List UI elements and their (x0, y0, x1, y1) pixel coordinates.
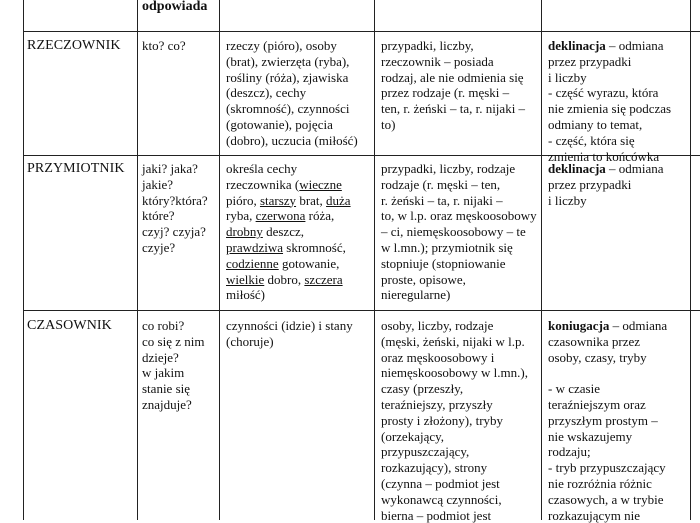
part-of-speech-noun: RZECZOWNIK (27, 38, 121, 53)
adjective-categories: przypadki, liczby, rodzaje rodzaje (r. męski – ten, r. żeński – ta, r. nijaki – to, w l.p. oraz męskoosobowy – ci, niemęskoosobowy – te w l.mn.); przymiotnik się stopniuje (stopniowanie proste, opisowe, nieregularne) (381, 161, 537, 303)
adjective-inflection: deklinacja – odmiana przez przypadki i liczby (548, 161, 664, 208)
verb-questions: co robi? co się z nim dzieje? w jakim stanie się znajduje? (142, 318, 205, 412)
column-divider (374, 0, 375, 520)
noun-meaning: rzeczy (pióro), osoby (brat), zwierzęta (ryba), rośliny (róża), zjawiska (deszcz), cechy (skromność), czynności (gotowanie), pojęcia (dobro), uczucia (miłość) (226, 38, 358, 148)
table-border-left (23, 0, 24, 520)
row-divider (23, 31, 700, 32)
noun-categories: przypadki, liczby, rzeczownik – posiada rodzaj, ale nie odmienia się przez rodzaje (r. męski – ten, r. żeński – ta, r. nijaki – to) (381, 38, 526, 132)
verb-categories: osoby, liczby, rodzaje (męski, żeński, nijaki w l.p. oraz męskoosobowy i niemęskoosobowy w l.mn.), czasy (przeszły, teraźniejszy, przyszły prosty i złożony), tryby (orzekający, przypuszczający, rozkazujący), strony (czynna – podmiot jest wykonawcą czynności, bierna – podmiot jest (381, 318, 528, 523)
noun-questions: kto? co? (142, 38, 186, 53)
adjective-meaning: określa cechy rzeczownika (wieczne pióro, starszy brat, duża ryba, czerwona róża, drobny deszcz, prawdziwa skromność, codzienne gotowanie, wielkie dobro, szczera miłość) (226, 161, 351, 303)
column-divider (137, 0, 138, 520)
noun-inflection: deklinacja – odmiana przez przypadki i liczby - część wyrazu, która nie zmienia się podczas odmiany to temat, - część, która się zmienia to końcówka (548, 38, 672, 164)
verb-inflection: koniugacja – odmiana czasownika przez osoby, czasy, tryby - w czasie teraźniejszym oraz przyszłym prostym – nie wskazujemy rodzaju; - tryb przypuszczający nie rozróżnia różnic czasowych, a w trybie rozkazującym nie (548, 318, 668, 523)
part-of-speech-verb: CZASOWNIK (27, 318, 112, 333)
adjective-questions: jaki? jaka? jakie? który?która? które? czyj? czyja? czyje? (142, 161, 208, 255)
verb-meaning: czynności (idzie) i stany (choruje) (226, 318, 353, 349)
table-border-right (690, 0, 691, 520)
header-question-cell: odpowiada (142, 0, 208, 14)
column-divider (541, 0, 542, 520)
column-divider (219, 0, 220, 520)
part-of-speech-adjective: PRZYMIOTNIK (27, 161, 125, 176)
row-divider (23, 310, 700, 311)
